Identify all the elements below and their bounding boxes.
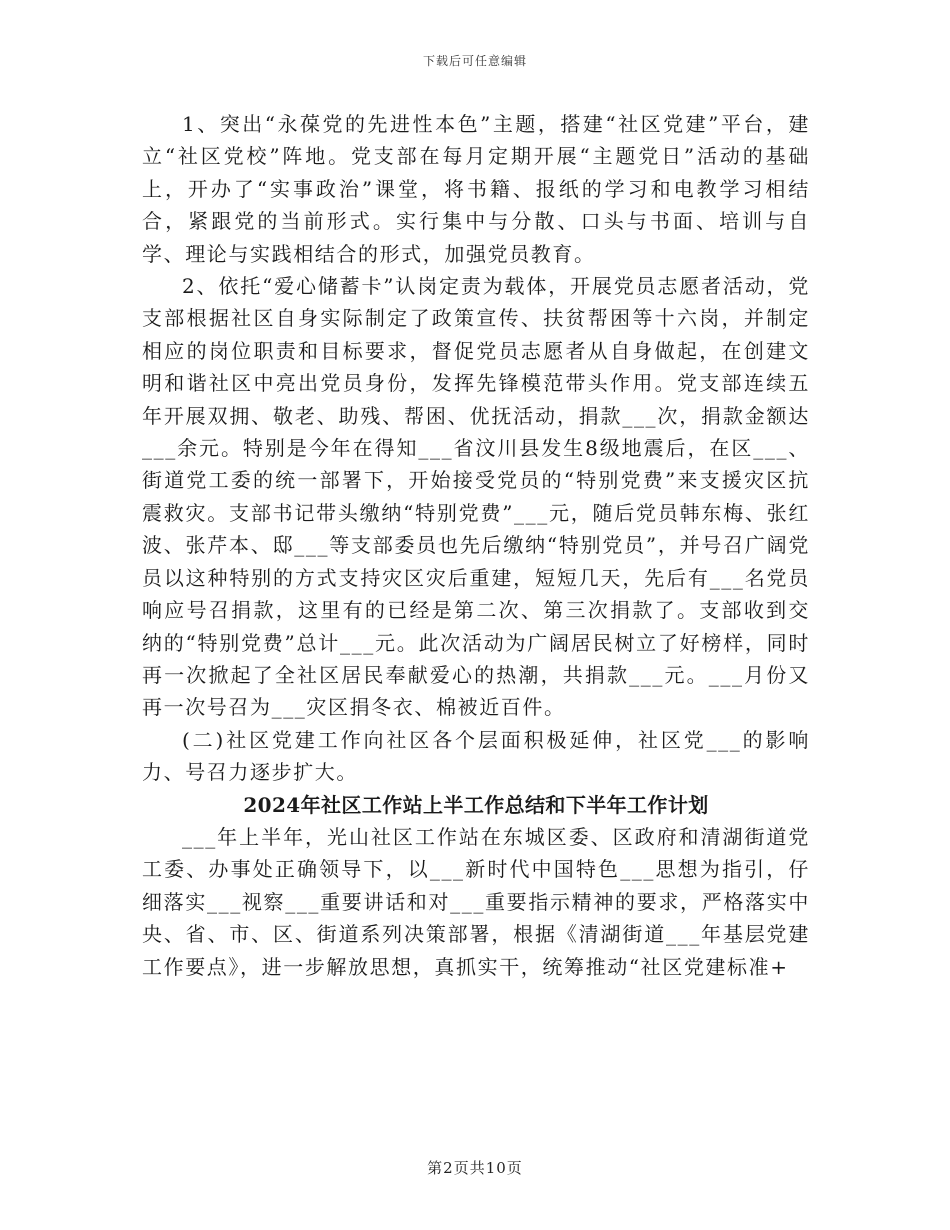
paragraph-1: 1、突出“永葆党的先进性本色”主题，搭建“社区党建”平台，建立“社区党校”阵地。党支部在每月定期开展“主题党日”活动的基础上，开办了“实事政治”课堂，将书籍、报纸的学习和电教学习相结合，紧跟党的当前形式。实行集中与分散、口头与书面、培训与自学、理论与实践相结合的形式，加强党员教育。 (142, 112, 810, 266)
page-header: 下载后可任意编辑 (422, 54, 527, 68)
section-title: 2024年社区工作站上半工作总结和下半年工作计划 (243, 792, 709, 817)
page-number: 第2页共10页 (427, 1159, 523, 1177)
paragraph-4: ___年上半年，光山社区工作站在东城区委、区政府和清湖街道党工委、办事处正确领导下，以___新时代中国特色___思想为指引，仔细落实___视察___重要讲话和对___重要指示精神的要求，严格落实中央、省、市、区、街道系列决策部署，根据《清湖街道___年基层党建工作要点》，进一步解放思想，真抓实干，统筹推动“社区党建标准+ (142, 824, 810, 979)
paragraph-3: (二)社区党建工作向社区各个层面积极延伸，社区党___的影响力、号召力逐步扩大。 (142, 727, 810, 785)
paragraph-2: 2、依托“爱心储蓄卡”认岗定责为载体，开展党员志愿者活动，党支部根据社区自身实际制定了政策宣传、扶贫帮困等十六岗，并制定相应的岗位职责和目标要求，督促党员志愿者从自身做起，在创建文明和谐社区中亮出党员身份，发挥先锋模范带头作用。党支部连续五年开展双拥、敬老、助残、帮困、优抚活动，捐款___次，捐款金额达___余元。特别是今年在得知___省汶川县发生8级地震后，在区___、街道党工委的统一部署下，开始接受党员的“特别党费”来支援灾区抗震救灾。支部书记带头缴纳“特别党费”___元，随后党员韩东梅、张红波、张芹本、邸___等支部委员也先后缴纳“特别党员”，并号召广阔党员以这种特别的方式支持灾区灾后重建，短短几天，先后有___名党员响应号召捐款，这里有的已经是第二次、第三次捐款了。支部收到交纳的“特别党费”总计___元。此次活动为广阔居民树立了好榜样，同时再一次掀起了全社区居民奉献爱心的热潮，共捐款___元。___月份又再一次号召为___灾区捐冬衣、棉被近百件。 (142, 274, 810, 720)
document-body (142, 108, 810, 983)
